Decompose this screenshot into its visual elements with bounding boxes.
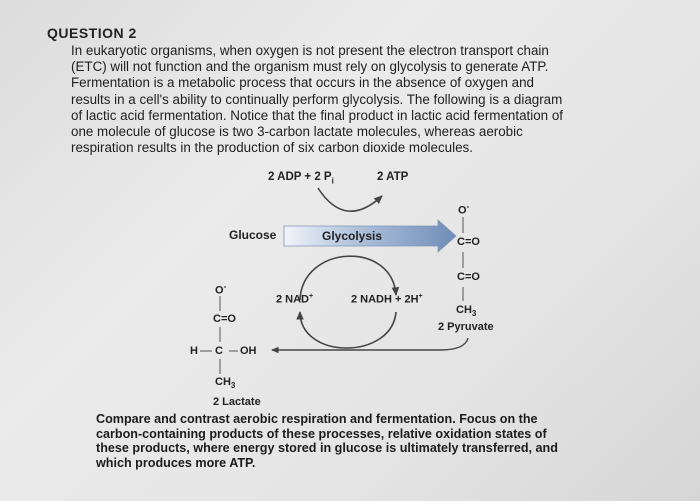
intro-line: results in a cell's ability to continually perform glycolysis. The following is a diagram [71, 91, 563, 107]
lactate-oxygen: O- [215, 282, 227, 297]
pyruvate-carbonyl: C=O [457, 271, 480, 283]
lactate-caption: 2 Lactate [213, 396, 261, 408]
lactate-hydrogen: H [190, 345, 198, 357]
nad-cycle-arrow-bottom [300, 312, 396, 348]
question-title: QUESTION 2 [47, 25, 137, 41]
glycolysis-label: Glycolysis [322, 229, 383, 243]
intro-line: of lactic acid fermentation. Notice that the final product in lactic acid fermentation of [71, 107, 563, 123]
pyruvate-carboxyl: C=O [457, 236, 480, 248]
adp-label: 2 ADP + 2 $P_i$ [268, 171, 334, 186]
prompt-line: carbon-containing products of these processes, relative oxidation states of [96, 426, 547, 441]
intro-line: (ETC) will not function and the organism must rely on glycolysis to generate ATP. [71, 59, 549, 75]
pyruvate-oxygen: O- [458, 202, 470, 217]
pyruvate-methyl: $CH_3$ [456, 304, 477, 319]
pyruvate-caption: 2 Pyruvate [438, 321, 494, 333]
intro-line: one molecule of glucose is two 3-carbon lactate molecules, whereas aerobic [71, 124, 523, 140]
lactate-methyl: $CH_3$ [215, 376, 236, 391]
prompt-line: Compare and contrast aerobic respiration and fermentation. Focus on the [96, 412, 538, 426]
atp-label: 2 ATP [377, 171, 409, 183]
lactate-carbon: C [215, 345, 223, 357]
prompt-line: these products, where energy stored in glucose is ultimately transferred, and [96, 441, 558, 456]
nadh-label: 2 NADH + 2H+ [351, 293, 423, 306]
intro-line: Fermentation is a metabolic process that occurs in the absence of oxygen and [71, 75, 534, 91]
atp-cycle-arrow [318, 188, 382, 211]
glucose-label: Glucose [229, 228, 277, 242]
intro-line: In eukaryotic organisms, when oxygen is not present the electron transport chain [71, 43, 549, 58]
nad-label: 2 NAD+ [276, 293, 314, 306]
intro-line: respiration results in the production of six carbon dioxide molecules. [71, 140, 473, 156]
lactate-hydroxyl: OH [240, 345, 257, 357]
question-prompt [96, 412, 616, 470]
prompt-line: which produces more ATP. [96, 455, 256, 470]
lactate-carboxyl: C=O [213, 313, 236, 325]
